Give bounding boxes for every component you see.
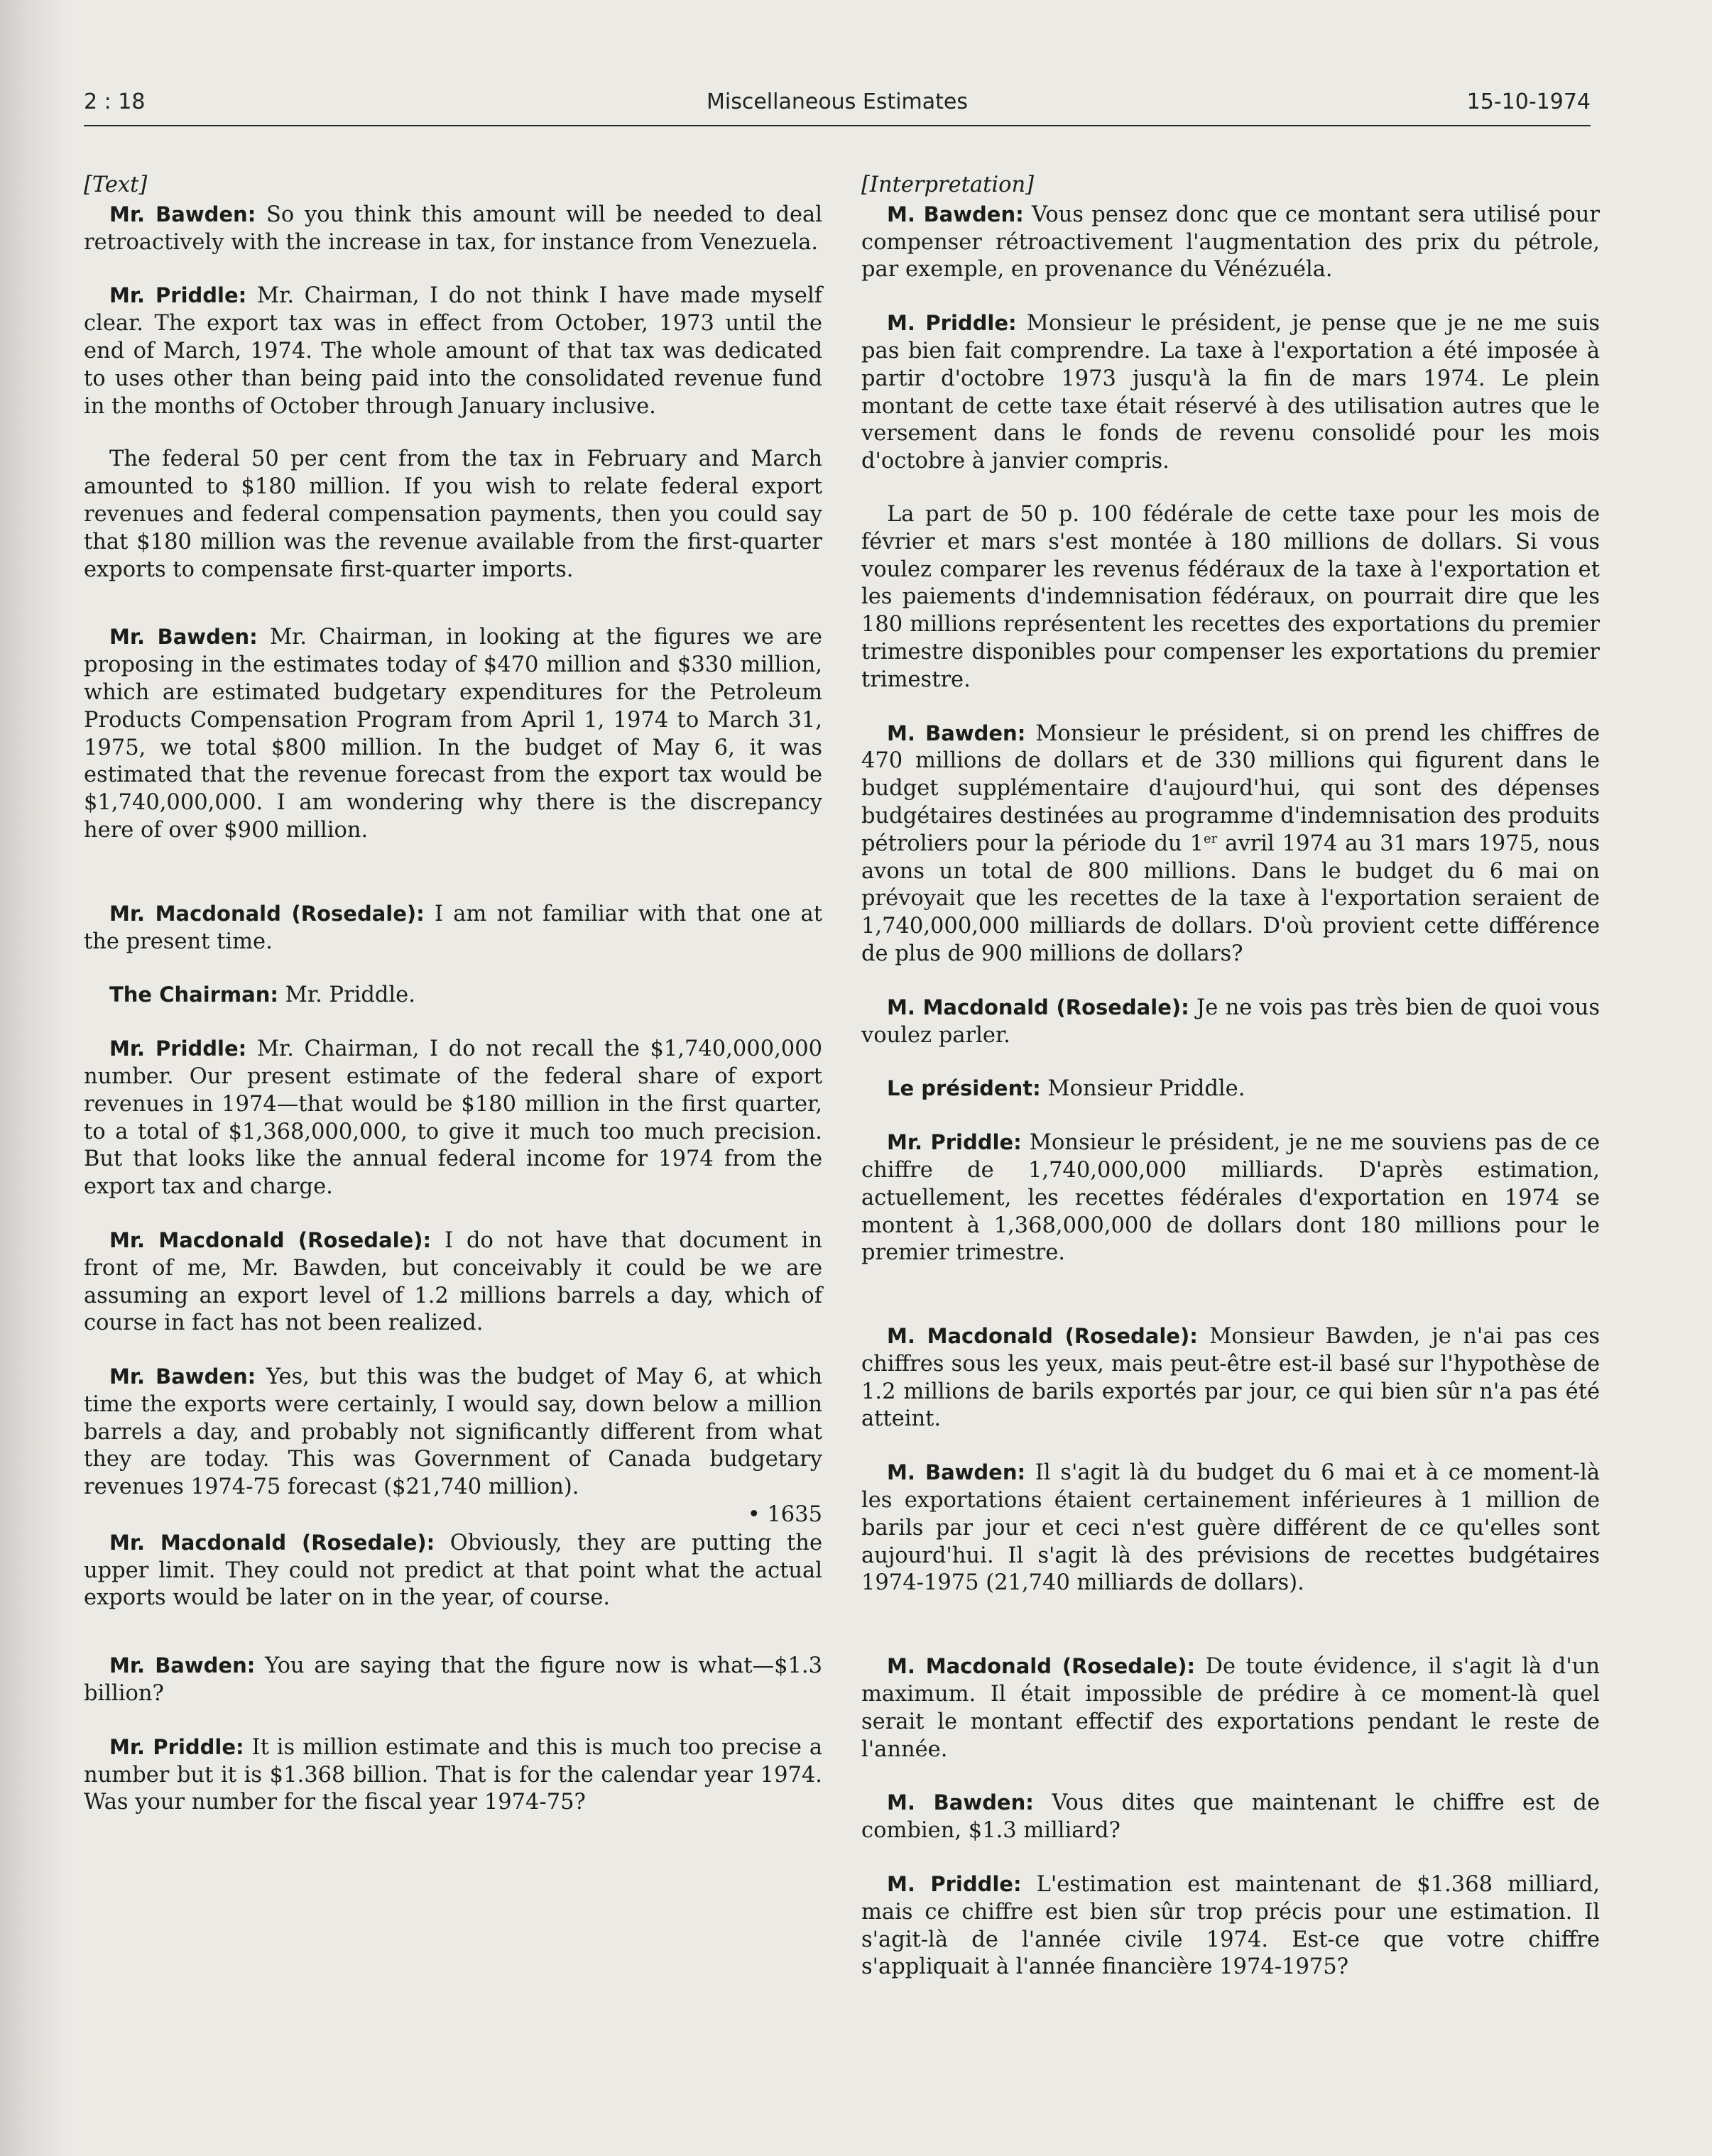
paragraph — [84, 981, 822, 1009]
page-title: Miscellaneous Estimates — [707, 89, 968, 114]
paragraph — [861, 501, 1600, 694]
speech-text: You are saying that the figure now is what—$1.3 billion? — [84, 1653, 822, 1707]
paragraph — [861, 1323, 1600, 1433]
speech-text: Mr. Priddle. — [278, 983, 415, 1008]
speech-text: Obviously, they are putting the upper limit. They could not predict at that point what the actual exports would be later on in the year, of course. — [84, 1530, 822, 1611]
speaker: M. Priddle: — [887, 1872, 1022, 1897]
paragraph — [84, 201, 822, 257]
paragraph — [861, 720, 1600, 968]
speaker: Mr. Priddle: — [887, 1130, 1022, 1155]
page-number: 2 : 18 — [84, 89, 146, 114]
speaker: M. Bawden: — [887, 202, 1024, 226]
english-column — [84, 172, 822, 2089]
speech-text: Vous dites que maintenant le chiffre est de combien, $1.3 milliard? — [861, 1790, 1600, 1844]
speech-text: De toute évidence, il s'agit là d'un maximum. Il était impossible de prédire à ce moment-là quel serait le montant effectif des exportations pendant le reste de l'année. — [861, 1654, 1600, 1762]
paragraph — [84, 1035, 822, 1201]
speech-text: The federal 50 per cent from the tax in February and March amounted to $180 million. If you wish to relate federal export revenues and federal compensation payments, then you could say that $180 million was the revenue available from the first-quarter exports to compensate first-quarter imports. — [84, 447, 822, 582]
speaker: Le président: — [887, 1076, 1041, 1101]
speech-text: avril 1974 au 31 mars 1975, nous avons un total de 800 millions. Dans le budget du 6 mai on prévoyait que les recettes de la taxe à l'exportation seraient de 1,740,000,000 milliards de dollars. D'où provient cette différence de plus de 900 millions de dollars? — [861, 831, 1600, 966]
paragraph — [861, 201, 1600, 284]
speech-text: Mr. Chairman, I do not recall the $1,740,000,000 number. Our present estimate of the federal share of export revenues in 1974—that would be $180 million in the first quarter, to a total of $1,368,000,000, to give it much too much precision. But that looks like the annual federal income for 1974 from the export tax and charge. — [84, 1036, 823, 1200]
speaker: M. Bawden: — [887, 721, 1026, 745]
speech-text: Monsieur le président, je ne me souviens pas de ce chiffre de 1,740,000,000 milliards. D'après estimation, actuellement, les recettes fédérales d'exportation en 1974 se montent à 1,368,000,000 de dollars dont 180 millions pour le premier trimestre. — [861, 1130, 1601, 1266]
paragraph — [84, 1652, 822, 1708]
speech-text: Vous pensez donc que ce montant sera utilisé pour compenser rétroactivement l'augmentation des prix du pétrole, par exemple, en provenance du Vénézuéla. — [861, 202, 1600, 283]
paragraph — [84, 446, 822, 584]
column-label: [Text] — [84, 173, 148, 197]
speaker: Mr. Priddle: — [109, 1036, 247, 1061]
paragraph — [84, 1363, 822, 1501]
speech-text: Je ne vois pas très bien de quoi vous voulez parler. — [861, 995, 1600, 1048]
speaker: M. Bawden: — [887, 1790, 1034, 1815]
paragraph — [861, 1075, 1600, 1103]
speaker: Mr. Bawden: — [109, 1364, 256, 1389]
speech-text: I do not have that document in front of me, Mr. Bawden, but conceivably it could be we are assuming an export level of 1.2 millions barrels a day, which of course in fact has not been realized. — [84, 1227, 822, 1336]
paragraph — [84, 282, 822, 420]
speaker: M. Macdonald (Rosedale): — [887, 995, 1189, 1019]
page-header — [84, 85, 1591, 126]
speech-text: So you think this amount will be needed to deal retroactively with the increase in tax, for instance from Venezuela. — [84, 202, 822, 255]
speech-text: It is million estimate and this is much too precise a number but it is $1.368 billion. That is for the calendar year 1974. Was your number for the fiscal year 1974-75? — [84, 1734, 822, 1815]
speech-text: Il s'agit là du budget du 6 mai et à ce moment-là les exportations étaient certainement inférieures à 1 million de barils par jour et ceci n'est guère différent de ce qu'elles sont aujourd'hui. Il s'agit là des prévisions de recettes budgétaires 1974-1975 (21,740 milliards de dollars). — [861, 1460, 1601, 1596]
french-column — [861, 172, 1600, 2089]
paragraph — [84, 1734, 822, 1817]
speaker: Mr. Macdonald (Rosedale): — [109, 1227, 432, 1252]
paragraph — [84, 1529, 822, 1612]
speaker: Mr. Bawden: — [109, 625, 258, 650]
speaker: M. Bawden: — [887, 1460, 1026, 1485]
speaker: Mr. Macdonald (Rosedale): — [109, 901, 425, 926]
speaker: Mr. Macdonald (Rosedale): — [109, 1530, 435, 1555]
speech-text: Monsieur le président, si on prend les chiffres de 470 millions de dollars et de 330 millions qui figurent dans le budget supplémentaire d'aujourd'hui, qui sont des dépenses budgétaires destinées au programme d'indemnisation des produits pétroliers pour la période du 1 — [861, 721, 1600, 856]
superscript: er — [1204, 831, 1218, 846]
speech-text: I am not familiar with that one at the present time. — [84, 901, 822, 954]
page-date: 15-10-1974 — [1466, 89, 1591, 114]
speaker: Mr. Priddle: — [109, 283, 247, 308]
paragraph — [861, 1789, 1600, 1845]
speaker: Mr. Priddle: — [109, 1734, 244, 1759]
speaker: M. Macdonald (Rosedale): — [887, 1324, 1198, 1349]
speaker: The Chairman: — [109, 983, 278, 1007]
paragraph — [861, 1653, 1600, 1763]
speaker: M. Priddle: — [887, 311, 1017, 336]
speech-text: Monsieur le président, je pense que je ne me suis pas bien fait comprendre. La taxe à l'exportation a été imposée à partir d'octobre 1973 jusqu'à la fin de mars 1974. Le plein montant de cette taxe était réservé à des utilisation autres que le versement dans le fonds de revenu consolidé pour les mois d'octobre à janvier compris. — [861, 311, 1600, 474]
speech-text: Mr. Chairman, I do not think I have made myself clear. The export tax was in effect from October, 1973 until the end of March, 1974. The whole amount of that tax was dedicated to uses other than being paid into the consolidated revenue fund in the months of October through January inclusive. — [84, 283, 822, 419]
paragraph — [84, 623, 822, 844]
paragraph — [861, 1459, 1600, 1597]
speech-text: Yes, but this was the budget of May 6, at which time the exports were certainly, I would say, down below a million barrels a day, and probably not significantly different from what they are today. This was Government of Canada budgetary revenues 1974-75 forecast ($21,740 million). — [84, 1364, 822, 1500]
speech-text: Mr. Chairman, in looking at the figures we are proposing in the estimates today of $470 million and $330 million, which are estimated budgetary expenditures for the Petroleum Products Compensation Program from April 1, 1974 to March 31, 1975, we total $800 million. In the budget of May 6, it was estimated that the revenue forecast from the export tax would be $1,740,000,000. I am wondering why there is the discrepancy here of over $900 million. — [84, 625, 822, 843]
speech-text: L'estimation est maintenant de $1.368 milliard, mais ce chiffre est bien sûr trop précis pour une estimation. Il s'agit-là de l'année civile 1974. Est-ce que votre chiffre s'appliquait à l'année financière 1974-1975? — [861, 1872, 1600, 1980]
paragraph — [861, 1129, 1600, 1267]
speaker: M. Macdonald (Rosedale): — [887, 1654, 1196, 1679]
column-label: [Interpretation] — [861, 173, 1034, 197]
speaker: Mr. Bawden: — [109, 1653, 256, 1678]
paragraph — [84, 900, 822, 956]
speech-text: Monsieur Bawden, je n'ai pas ces chiffres sous les yeux, mais peut-être est-il basé sur l'hypothèse de 1.2 millions de barils exportés par jour, ce qui bien sûr n'a pas été atteint. — [861, 1324, 1600, 1432]
speech-text: La part de 50 p. 100 fédérale de cette taxe pour les mois de février et mars s'est montée à 180 millions de dollars. Si vous voulez comparer les revenus fédéraux de la taxe à l'exportation et les paiements d'indemnisation fédéraux, on pourrait dire que les 180 millions représentent les recettes des exportations du premier trimestre disponibles pour compenser les exportations du premier trimestre. — [861, 501, 1600, 692]
speaker: Mr. Bawden: — [109, 202, 256, 226]
time-marker: • 1635 — [747, 1502, 822, 1528]
paragraph — [861, 1871, 1600, 1981]
speech-text: Monsieur Priddle. — [1040, 1076, 1245, 1102]
paragraph — [861, 310, 1600, 476]
paragraph — [861, 994, 1600, 1050]
paragraph — [84, 1227, 822, 1337]
page-binding-shadow — [0, 0, 65, 2156]
